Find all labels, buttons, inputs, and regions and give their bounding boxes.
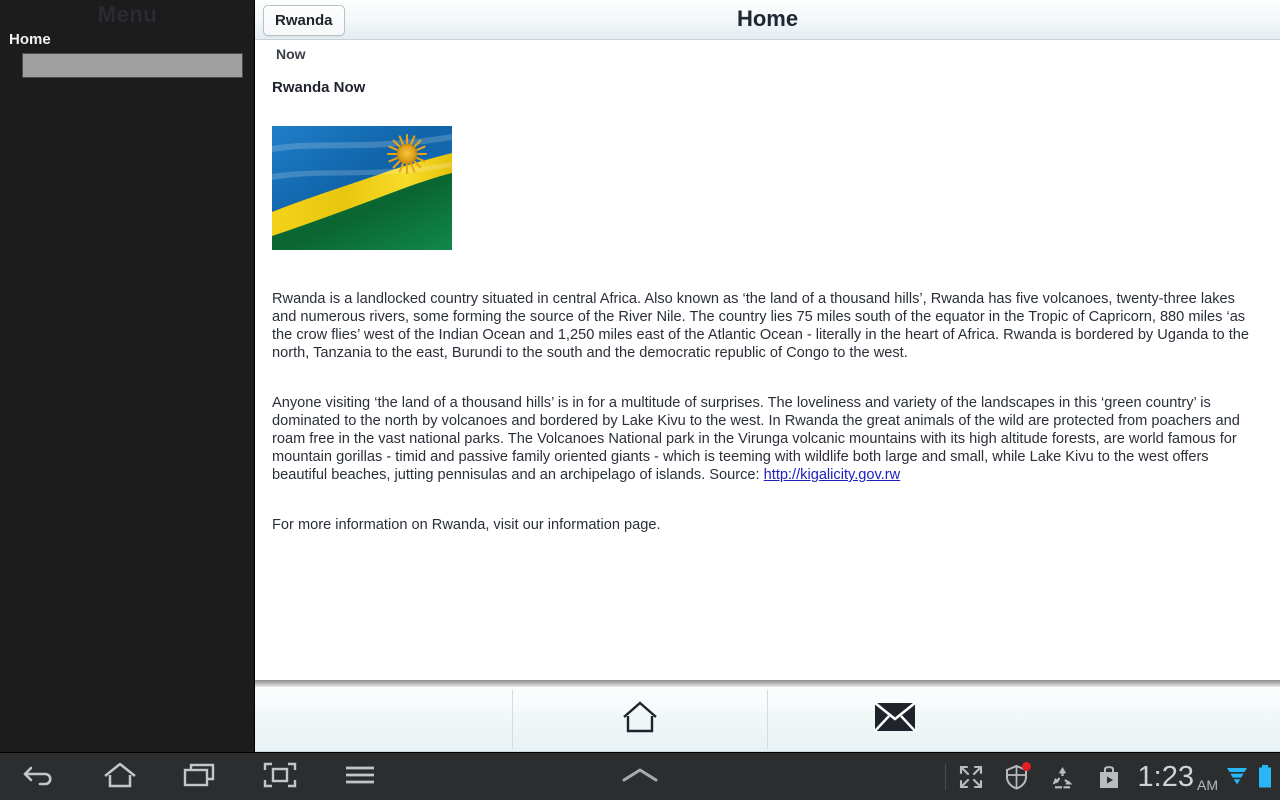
page-title: Home — [736, 6, 799, 31]
mail-icon — [874, 702, 916, 737]
tab-label-overflow: Now — [276, 46, 306, 62]
recents-icon — [182, 760, 218, 795]
battery-icon[interactable] — [1250, 753, 1280, 800]
drawer-title: Menu — [97, 2, 158, 27]
screenshot-icon — [262, 760, 298, 795]
status-clock: 1:23 — [1137, 760, 1194, 793]
source-link[interactable]: http://kigalicity.gov.rw — [763, 467, 901, 483]
status-bar-icons — [943, 753, 1280, 800]
status-divider — [945, 764, 946, 790]
recycle-icon[interactable] — [1040, 753, 1086, 800]
content-scroll-area[interactable] — [255, 40, 1280, 680]
drawer-selected-item[interactable] — [22, 53, 243, 78]
toolbar-mail-button[interactable] — [767, 687, 1022, 752]
action-bar — [255, 0, 1280, 40]
paragraph-more-info: For more information on Rwanda, visit our information page. — [272, 517, 661, 533]
nav-recents-button[interactable] — [160, 753, 240, 800]
status-ampm: AM — [1197, 777, 1218, 793]
nav-back-button[interactable] — [0, 753, 80, 800]
menu-icon — [343, 762, 377, 793]
tab-rwanda[interactable]: Rwanda — [263, 5, 345, 36]
play-store-icon[interactable] — [1086, 753, 1132, 800]
app-panel — [255, 0, 1280, 752]
fullscreen-icon[interactable] — [948, 753, 994, 800]
rwanda-flag-image — [272, 126, 452, 250]
back-icon — [23, 760, 57, 795]
wifi-icon[interactable] — [1224, 753, 1250, 800]
paragraph-tourism — [272, 394, 1252, 484]
toolbar-separator — [255, 680, 1280, 687]
paragraph-tourism-text: Anyone visiting ‘the land of a thousand hills’ is in for a multitude of surprises. The loveliness and variety of the landscapes in this ‘green country’ is dominated to the north by volcanoes and bordered by Lake Kivu to the west. In Rwanda the great animals of the wild are protected from poachers and roam free in the vast national parks. The Volcanoes National park in the Virunga volcanic mountains with its high altitude forests, are world famous for mountain gorillas - timid and passive family oriented giants - which is teeming with wildlife both large and small, while Lake Kivu to the west offers beautiful beaches, jutting pennisulas and an archipelago of islands. Source: — [272, 395, 1240, 483]
chevron-up-icon — [619, 764, 661, 791]
notification-badge — [1022, 762, 1031, 771]
nav-home-button[interactable] — [80, 753, 160, 800]
home-icon — [102, 760, 138, 795]
bottom-toolbar — [255, 687, 1280, 752]
nav-expand-button[interactable] — [600, 753, 680, 800]
shield-icon[interactable] — [994, 753, 1040, 800]
toolbar-home-button[interactable] — [512, 687, 767, 752]
home-icon — [620, 698, 660, 741]
paragraph-geography: Rwanda is a landlocked country situated in central Africa. Also known as ‘the land of a thousand hills’, Rwanda has five volcanoes, twenty-three lakes and numerous rivers, some forming the source of the River Nile. The country lies 75 miles south of the equator in the Tropic of Capricorn, 880 miles ‘as the crow flies’ west of the Indian Ocean and 1,250 miles east of the Atlantic Ocean - literally in the heart of Africa. Rwanda is bordered by Uganda to the north, Tanzania to the east, Burundi to the south and the democratic republic of Congo to the west. — [272, 291, 1249, 361]
system-navigation-bar — [0, 752, 1280, 800]
nav-menu-button[interactable] — [320, 753, 400, 800]
nav-screenshot-button[interactable] — [240, 753, 320, 800]
navigation-drawer — [0, 0, 255, 752]
drawer-section-label: Home — [9, 31, 51, 48]
page-heading: Rwanda Now — [272, 79, 366, 96]
